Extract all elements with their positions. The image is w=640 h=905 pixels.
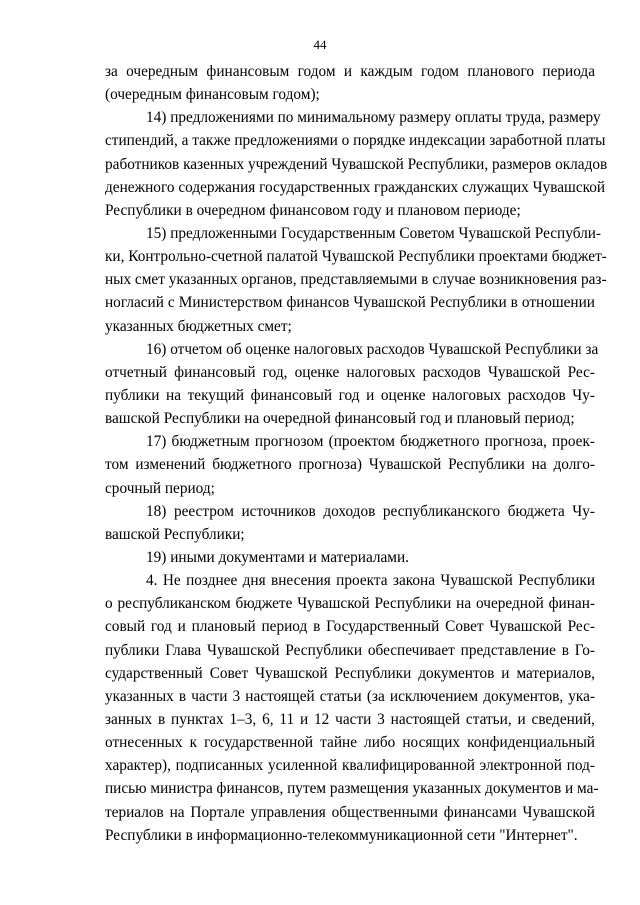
text-line: отчетный финансовый год, оценке налоговых расходов Чувашской Рес- — [105, 363, 595, 381]
text-line: денежного содержания государственных гражданских служащих Чувашской — [105, 178, 606, 196]
text-line: 17) бюджетным прогнозом (проектом бюджетного прогноза, проек- — [146, 433, 595, 451]
text-line: 16) отчетом об оценке налоговых расходов Чувашской Республики за — [146, 340, 599, 358]
text-line: срочный период; — [105, 479, 215, 497]
text-line: ных смет указанных органов, представляемыми в случае возникновения раз- — [105, 271, 607, 289]
text-line: 19) иными документами и материалами. — [146, 548, 409, 566]
text-line: отнесенных к государственной тайне либо носящих конфиденциальный — [105, 734, 595, 752]
text-line: публики Глава Чувашской Республики обеспечивает представление в Го- — [105, 641, 595, 659]
text-line: характер), подписанных усиленной квалифицированной электронной под- — [105, 757, 595, 775]
text-line: за очередным финансовым годом и каждым годом планового периода — [105, 63, 595, 80]
text-line: 4. Не позднее дня внесения проекта закона Чувашской Республики — [146, 572, 595, 590]
text-line: 15) предложенными Государственным Советом Чувашской Республи- — [146, 224, 602, 242]
text-line: Республики в информационно-телекоммуникационной сети "Интернет". — [105, 826, 578, 844]
text-line: Республики в очередном финансовом году и плановом периоде; — [105, 201, 521, 219]
document-body — [105, 60, 608, 847]
text-line: совый год и плановый период в Государственный Совет Чувашской Рес- — [105, 618, 595, 636]
text-line: работников казенных учреждений Чувашской Республики, размеров окладов — [105, 155, 608, 173]
page-number: 44 — [313, 37, 327, 52]
text-line: о республиканском бюджете Чувашской Республики на очередной финан- — [105, 595, 595, 613]
text-line: публики на текущий финансовый год и оценке налоговых расходов Чу- — [105, 386, 595, 404]
text-line: занных в пунктах 1–3, 6, 11 и 12 части 3 настоящей статьи, и сведений, — [105, 710, 595, 728]
text-line: териалов на Портале управления общественными финансами Чувашской — [105, 803, 595, 821]
text-line: вашской Республики на очередной финансовый год и плановый период; — [105, 410, 575, 428]
text-line: том изменений бюджетного прогноза) Чувашской Республики на долго- — [105, 456, 595, 474]
text-line: вашской Республики; — [105, 525, 245, 543]
text-line: указанных бюджетных смет; — [105, 317, 292, 335]
text-line: стипендий, а также предложениями о порядке индексации заработной платы — [105, 132, 606, 150]
text-line: ки, Контрольно-счетной палатой Чувашской Республики проектами бюджет- — [105, 248, 607, 266]
text-line: сударственный Совет Чувашской Республики документов и материалов, — [105, 664, 595, 682]
text-line: указанных в части 3 настоящей статьи (за исключением документов, ука- — [105, 687, 595, 705]
text-line: писью министра финансов, путем размещения указанных документов и ма- — [105, 780, 599, 798]
text-line: ногласий с Министерством финансов Чувашской Республики в отношении — [105, 294, 595, 312]
text-line: (очередным финансовым годом); — [105, 86, 320, 104]
text-line: 18) реестром источников доходов республиканского бюджета Чу- — [146, 502, 595, 520]
text-line: 14) предложениями по минимальному размеру оплаты труда, размеру — [146, 109, 601, 127]
